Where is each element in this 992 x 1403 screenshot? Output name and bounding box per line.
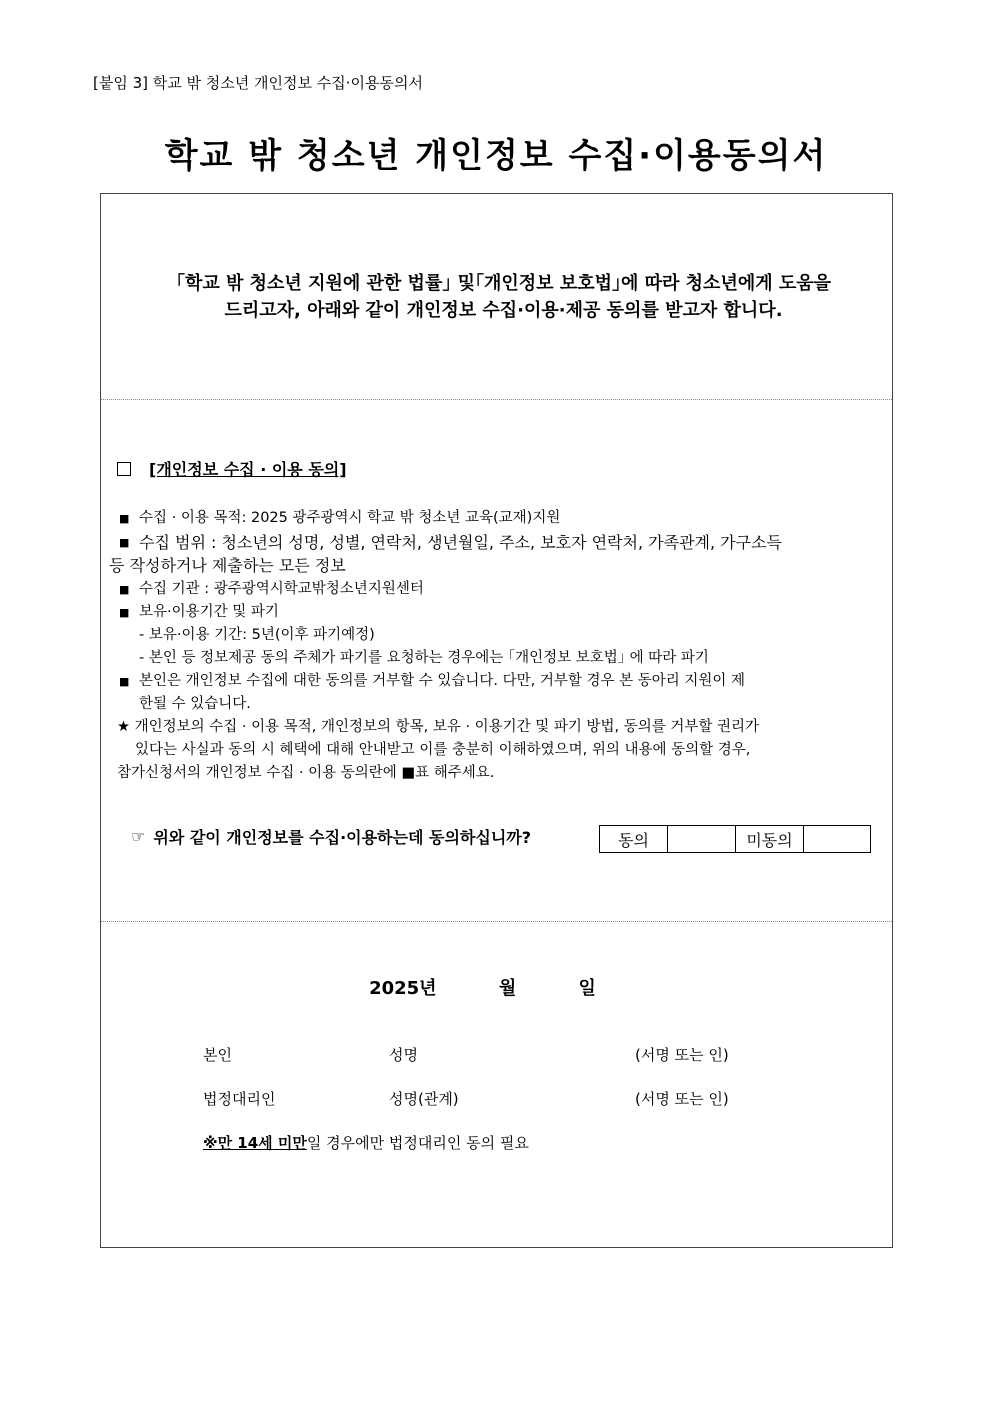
refuse-text: 본인은 개인정보 수집에 대한 동의를 거부할 수 있습니다. 다만, 거부할 경우 본 동아리 지원이 제	[139, 673, 746, 689]
purpose-text: 수집 · 이용 목적: 2025 광주광역시 학교 밖 청소년 교육(교재)지원	[139, 510, 561, 526]
list-item	[109, 530, 888, 555]
checkbox-icon[interactable]	[117, 462, 131, 476]
intro-line-2: 드리고자, 아래와 같이 개인정보 수집·이용·제공 동의를 받고자 합니다.	[224, 300, 783, 321]
guardian-label: 법정대리인	[203, 1090, 276, 1108]
notice-line-3: 참가신청서의 개인정보 수집 · 이용 동의란에 ■표 해주세요.	[117, 765, 495, 781]
intro-text	[119, 270, 888, 324]
note-bold-text: 만 14세 미만	[217, 1134, 307, 1152]
question-text: 위와 같이 개인정보를 수집·이용하는데 동의하십니까?	[153, 828, 532, 847]
section-heading	[117, 457, 347, 480]
self-label: 본인	[203, 1046, 232, 1064]
consent-details	[109, 507, 888, 785]
notice-line-1: ★ 개인정보의 수집 · 이용 목적, 개인정보의 항목, 보유 · 이용기간 및 파기 방법, 동의를 거부할 권리가	[117, 719, 760, 735]
note-prefix: ※	[203, 1134, 218, 1152]
list-item	[109, 578, 888, 601]
date-day: 일	[578, 978, 596, 999]
square-bullet-icon: ■	[119, 583, 130, 596]
consent-choice-table	[599, 825, 871, 853]
consent-form	[100, 193, 893, 1248]
self-sign-field[interactable]: (서명 또는 인)	[635, 1046, 729, 1064]
intro-line-1: ｢학교 밖 청소년 지원에 관한 법률｣ 및｢개인정보 보호법｣에 따라 청소년에게 도움을	[175, 273, 832, 294]
retention-text: 보유·이용기간 및 파기	[139, 604, 279, 620]
list-item	[109, 601, 888, 624]
age-note	[203, 1132, 529, 1153]
scope-text: 수집 범위 : 청소년의 성명, 성별, 연락처, 생년월일, 주소, 보호자 연락처, 가족관계, 가구소득	[139, 533, 782, 552]
square-bullet-icon: ■	[119, 536, 130, 549]
list-item	[109, 670, 888, 693]
retention-sub-2: - 본인 등 정보제공 동의 주체가 파기를 요청하는 경우에는 ｢개인정보 보호법｣ 에 따라 파기	[139, 650, 709, 666]
guardian-sign-field[interactable]: (서명 또는 인)	[635, 1090, 729, 1108]
note-rest: 일 경우에만 법정대리인 동의 필요	[306, 1134, 529, 1152]
square-bullet-icon: ■	[119, 675, 130, 688]
attachment-label: [붙임 3] 학교 밖 청소년 개인정보 수집·이용동의서	[93, 74, 423, 92]
consent-question	[131, 825, 531, 848]
list-item	[109, 507, 888, 530]
pointing-hand-icon: ☞	[131, 827, 146, 846]
agency-text: 수집 기관 : 광주광역시학교밖청소년지원센터	[139, 581, 424, 597]
scope-continuation: 등 작성하거나 제출하는 모든 정보	[109, 556, 346, 575]
disagree-checkbox[interactable]	[804, 826, 870, 852]
guardian-name-field[interactable]: 성명(관계)	[389, 1090, 459, 1108]
self-name-field[interactable]: 성명	[389, 1046, 418, 1064]
square-bullet-icon: ■	[119, 606, 130, 619]
intro-section	[101, 194, 892, 400]
note-bold	[203, 1134, 307, 1152]
square-bullet-icon: ■	[119, 512, 130, 525]
date-year: 2025년	[369, 978, 437, 999]
page-title: 학교 밖 청소년 개인정보 수집·이용동의서	[164, 136, 828, 176]
date-line	[101, 974, 892, 1000]
disagree-label: 미동의	[736, 826, 804, 852]
notice-line-2: 있다는 사실과 동의 시 혜택에 대해 안내받고 이를 충분히 이해하였으며, 위의 내용에 동의할 경우,	[135, 742, 751, 758]
section-heading-text: [개인정보 수집 · 이용 동의]	[149, 460, 347, 479]
date-month: 월	[498, 978, 517, 999]
consent-section	[101, 399, 892, 922]
agree-checkbox[interactable]	[668, 826, 736, 852]
retention-sub-1: - 보유·이용 기간: 5년(이후 파기예정)	[139, 627, 375, 643]
agree-label: 동의	[600, 826, 668, 852]
refuse-continuation: 한될 수 있습니다.	[139, 696, 251, 712]
